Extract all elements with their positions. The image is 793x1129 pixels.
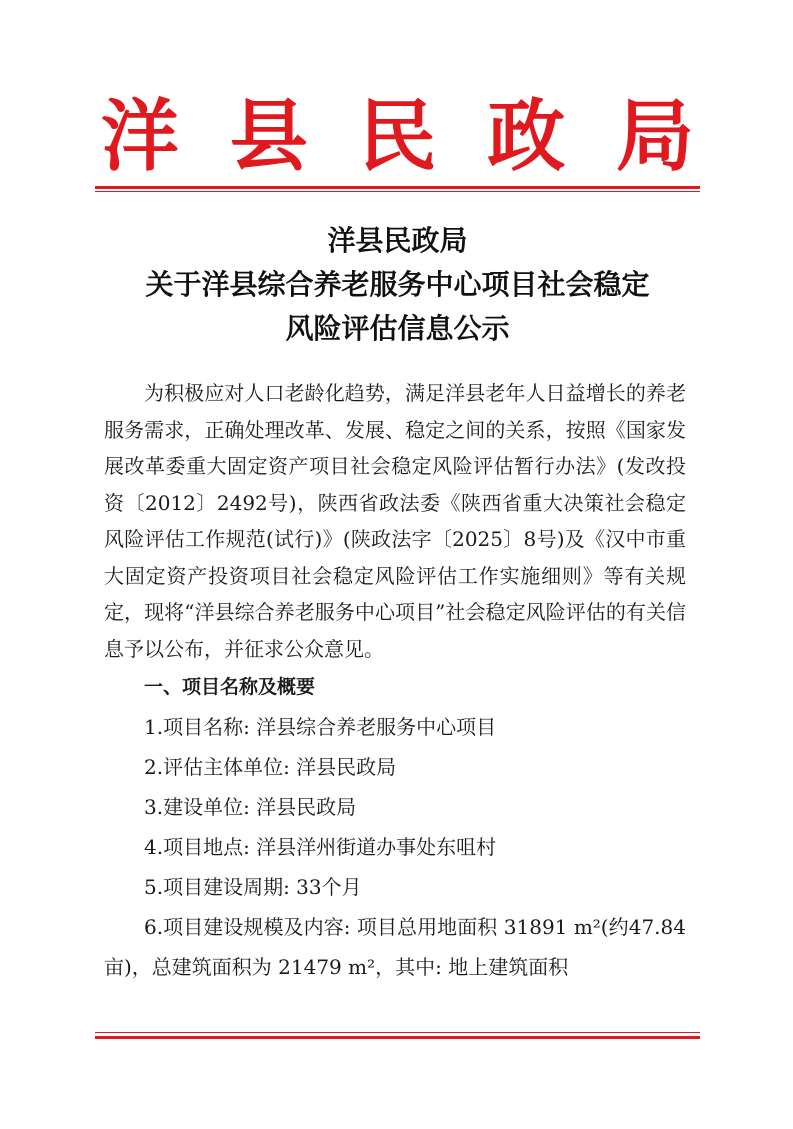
- letterhead-char: 政: [487, 91, 566, 182]
- section-heading: 一、项目名称及概要: [144, 676, 316, 698]
- document-body: [104, 375, 686, 987]
- list-item: 2.评估主体单位: 洋县民政局: [144, 755, 397, 779]
- footer-rule-thin: [95, 1032, 700, 1033]
- intro-paragraph: 为积极应对人口老龄化趋势，满足洋县老年人日益增长的养老服务需求，正确处理改革、发展、稳定之间的关系，按照《国家发展改革委重大固定资产项目社会稳定风险评估暂行办法》(发改投资〔2012〕2492号)，陕西省政法委《陕西省重大决策社会稳定风险评估工作规范(试行)》(陕政法字〔2025〕8号)及《汉中市重大固定资产投资项目社会稳定风险评估工作实施细则》等有关规定，现将“洋县综合养老服务中心项目”社会稳定风险评估的有关信息予以公布，并征求公众意见。: [104, 381, 686, 661]
- title-line-3: 风险评估信息公示: [285, 312, 510, 345]
- letterhead-rule-thick: [95, 186, 700, 189]
- letterhead-char: 民: [358, 91, 437, 182]
- footer-rule-thick: [95, 1036, 700, 1039]
- title-line-2: 关于洋县综合养老服务中心项目社会稳定: [145, 268, 650, 301]
- document-title: [95, 219, 700, 351]
- letterhead-char: 洋: [100, 91, 179, 182]
- letterhead-char: 县: [229, 91, 308, 182]
- list-item: 6.项目建设规模及内容: 项目总用地面积 31891 m²(约47.84亩)，总建筑面积为 21479 m²，其中: 地上建筑面积: [104, 915, 686, 979]
- list-item: 3.建设单位: 洋县民政局: [144, 795, 357, 819]
- letterhead-title: [95, 92, 700, 182]
- list-item: 5.项目建设周期: 33个月: [144, 875, 362, 899]
- letterhead-char: 局: [615, 91, 694, 182]
- title-line-1: 洋县民政局: [327, 224, 468, 257]
- list-item: 1.项目名称: 洋县综合养老服务中心项目: [144, 715, 497, 739]
- list-item: 4.项目地点: 洋县洋州街道办事处东咀村: [144, 835, 497, 859]
- letterhead-rule-thin: [95, 191, 700, 192]
